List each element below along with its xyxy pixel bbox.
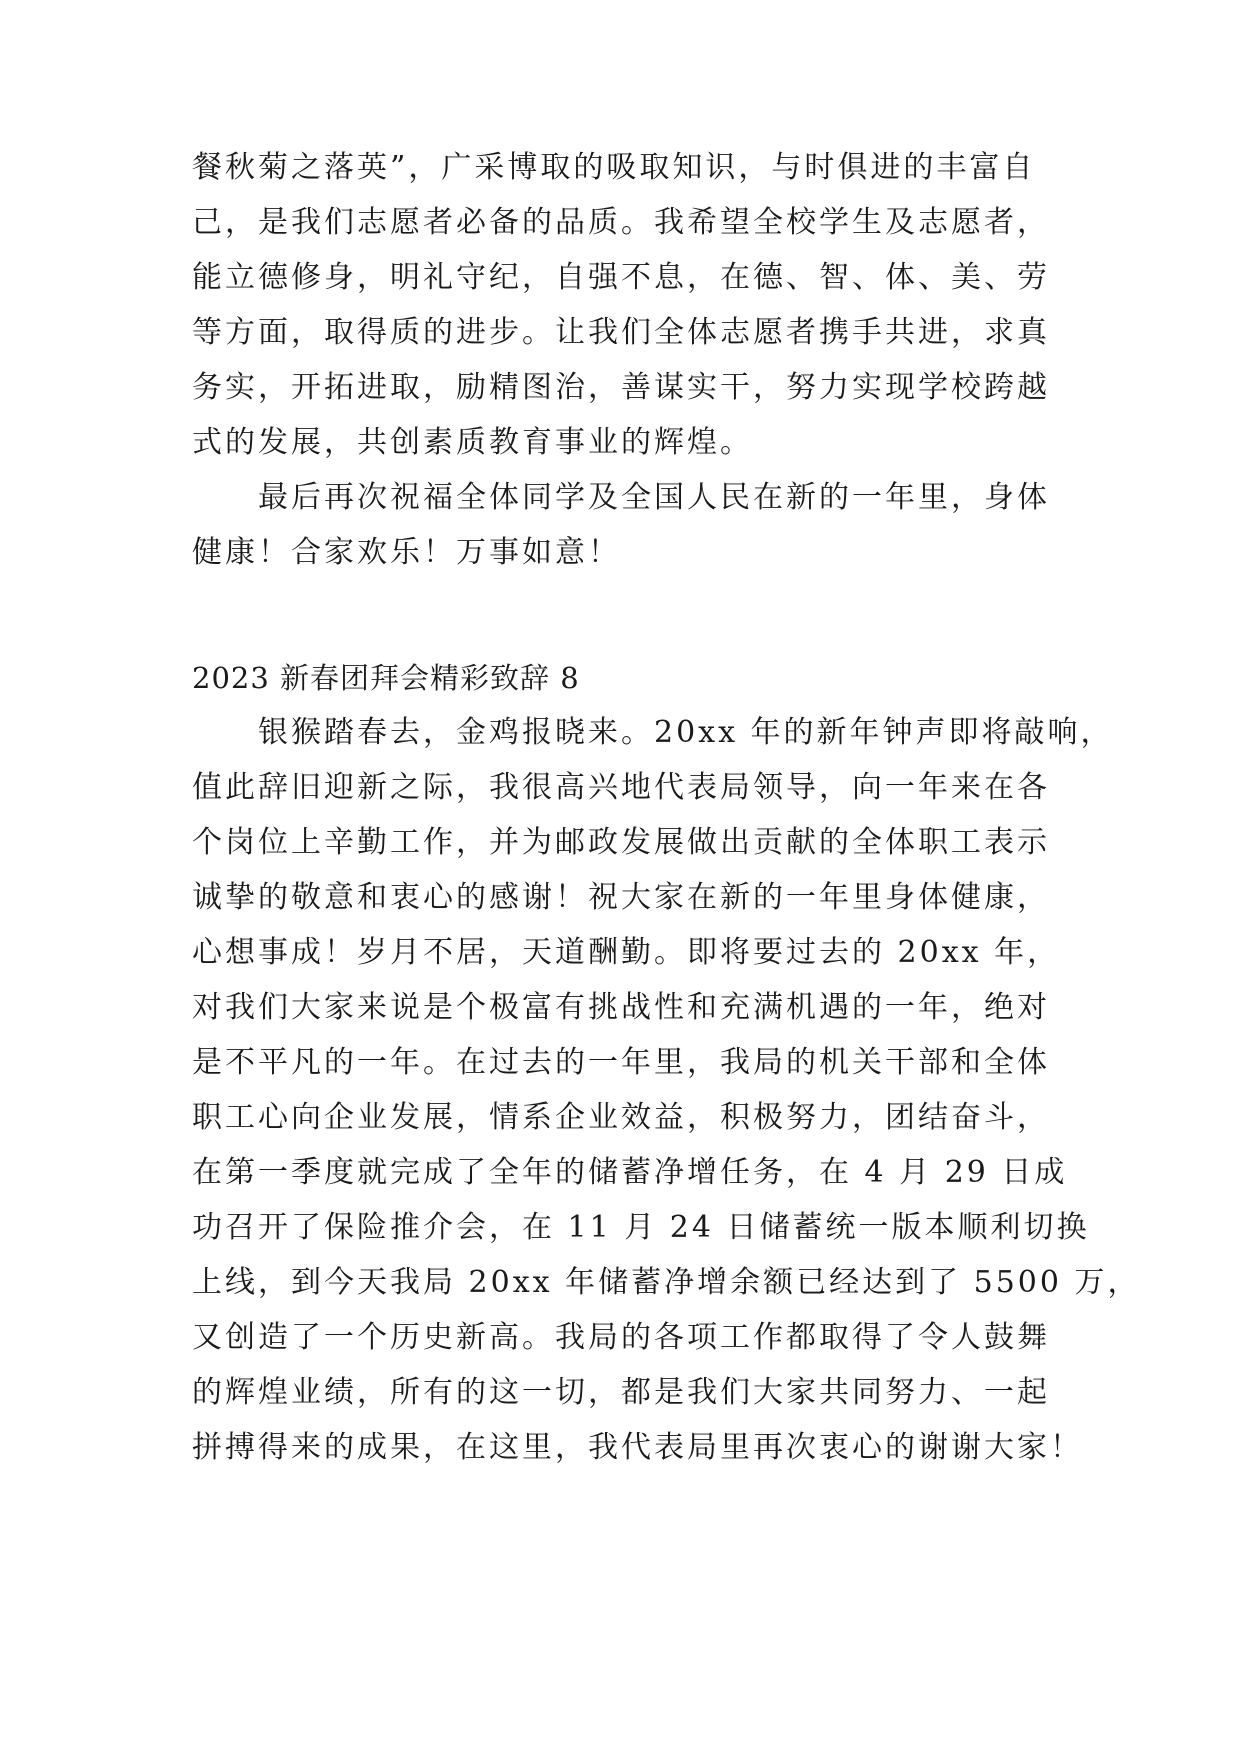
paragraph-line: 式的发展，共创素质教育事业的辉煌。 — [192, 425, 753, 460]
paragraph-line: 健康！合家欢乐！万事如意！ — [192, 535, 621, 570]
paragraph-line: 的辉煌业绩，所有的这一切，都是我们大家共同努力、一起 — [192, 1375, 1050, 1410]
paragraph-line: 己，是我们志愿者必备的品质。我希望全校学生及志愿者， — [192, 205, 1050, 240]
paragraph-line: 拼搏得来的成果，在这里，我代表局里再次衷心的谢谢大家！ — [192, 1430, 1083, 1465]
paragraph-line: 值此辞旧迎新之际，我很高兴地代表局领导，向一年来在各 — [192, 770, 1050, 805]
paragraph-line: 职工心向企业发展，情系企业效益，积极努力，团结奋斗， — [192, 1100, 1050, 1135]
paragraph-line: 个岗位上辛勤工作，并为邮政发展做出贡献的全体职工表示 — [192, 825, 1050, 860]
paragraph-line: 等方面，取得质的进步。让我们全体志愿者携手共进，求真 — [192, 315, 1050, 350]
paragraph-line: 是不平凡的一年。在过去的一年里，我局的机关干部和全体 — [192, 1045, 1050, 1080]
section-title: 2023 新春团拜会精彩致辞 8 — [192, 661, 580, 695]
paragraph-line: 功召开了保险推介会，在 11 月 24 日储蓄统一版本顺利切换 — [192, 1210, 1090, 1245]
paragraph-line: 又创造了一个历史新高。我局的各项工作都取得了令人鼓舞 — [192, 1320, 1050, 1355]
paragraph-line: 上线，到今天我局 20xx 年储蓄净增余额已经达到了 5500 万， — [192, 1265, 1141, 1300]
paragraph-line: 心想事成！岁月不居，天道酬勤。即将要过去的 20xx 年， — [192, 935, 1061, 970]
paragraph-line: 最后再次祝福全体同学及全国人民在新的一年里，身体 — [192, 480, 1050, 515]
paragraph-line: 务实，开拓进取，励精图治，善谋实干，努力实现学校跨越 — [192, 370, 1050, 405]
paragraph-line: 对我们大家来说是个极富有挑战性和充满机遇的一年，绝对 — [192, 990, 1050, 1025]
paragraph-line: 诚挚的敬意和衷心的感谢！祝大家在新的一年里身体健康， — [192, 880, 1050, 915]
paragraph-line: 银猴踏春去，金鸡报晓来。20xx 年的新年钟声即将敲响， — [192, 715, 1114, 750]
paragraph-line: 能立德修身，明礼守纪，自强不息，在德、智、体、美、劳 — [192, 260, 1050, 295]
paragraph-line: 餐秋菊之落英”，广采博取的吸取知识，与时俱进的丰富自 — [192, 150, 1036, 185]
paragraph-line: 在第一季度就完成了全年的储蓄净增任务，在 4 月 29 日成 — [192, 1155, 1068, 1190]
